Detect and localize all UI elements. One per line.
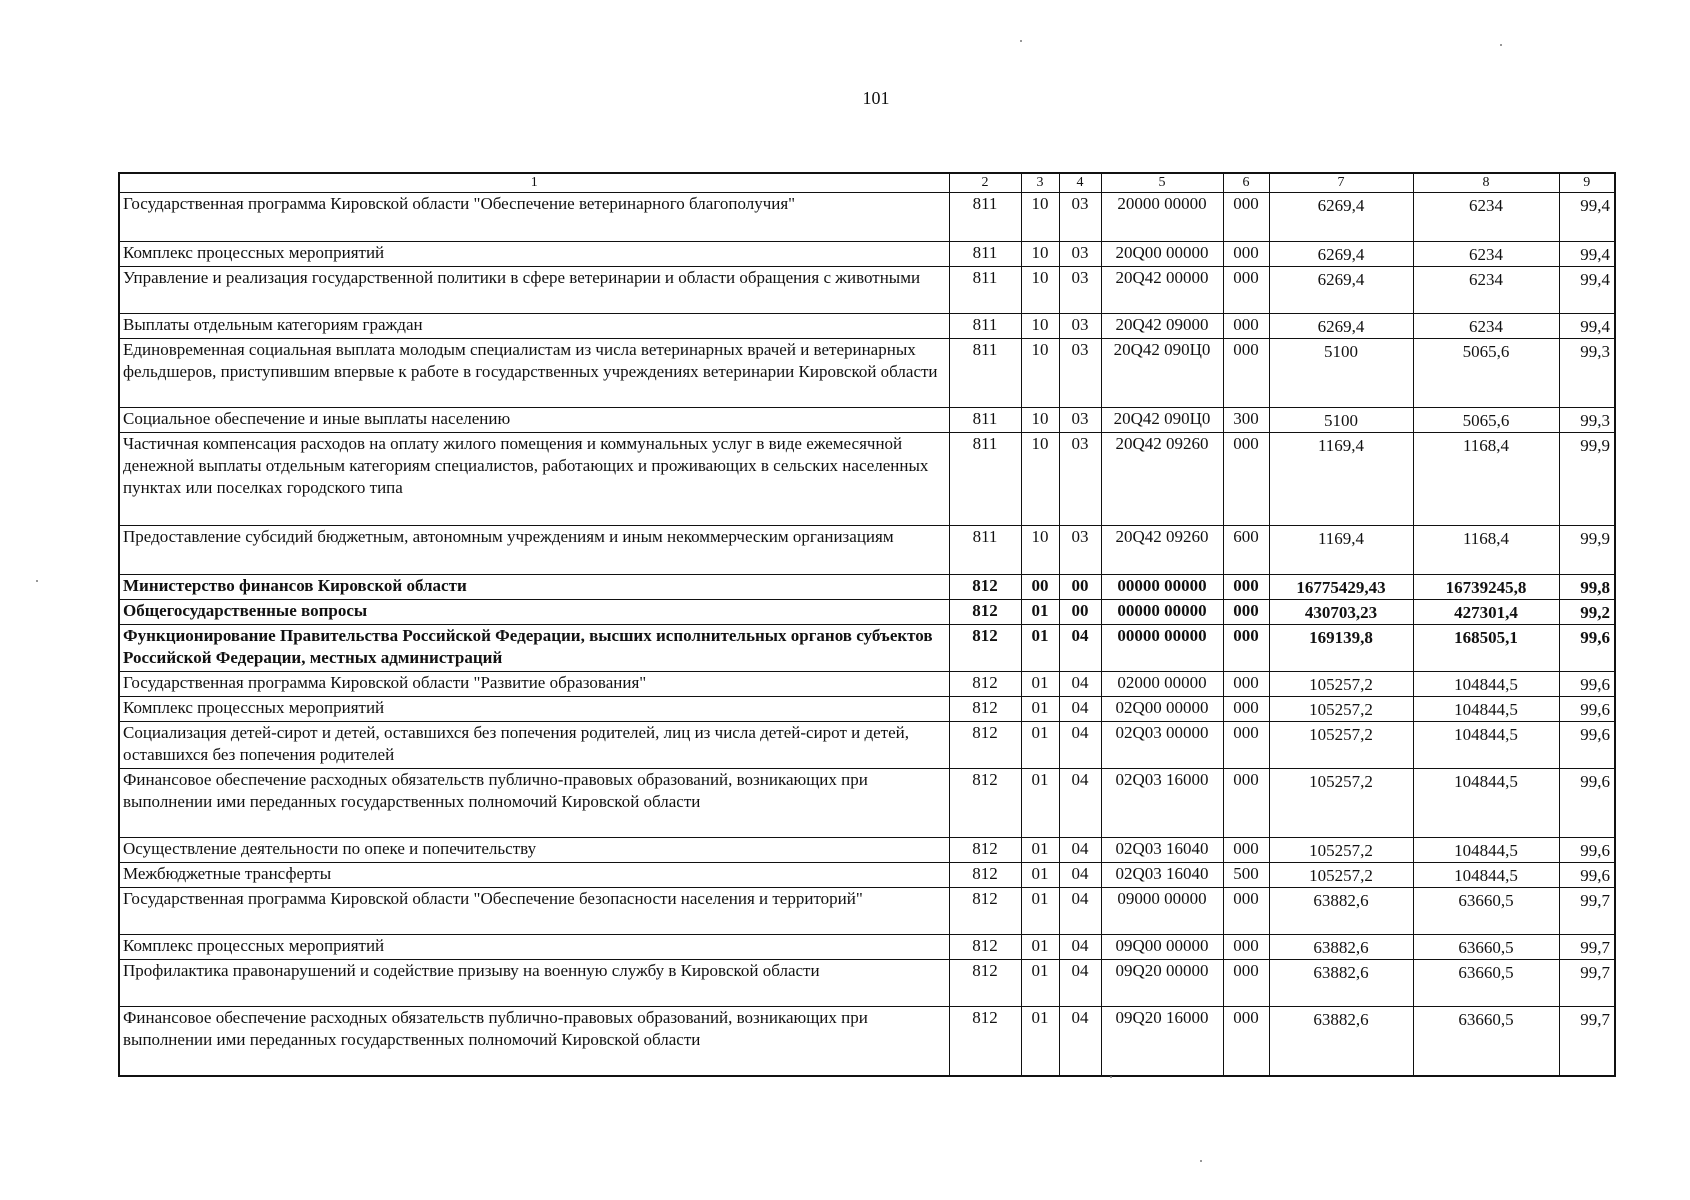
code-ministry-cell: 811 bbox=[949, 433, 1021, 526]
table-row bbox=[119, 838, 1615, 863]
scan-speck bbox=[1500, 44, 1502, 46]
code-expense-type-cell: 000 bbox=[1223, 625, 1269, 672]
header-cell: 3 bbox=[1021, 173, 1059, 193]
code-section-cell: 01 bbox=[1021, 935, 1059, 960]
code-subsection-cell: 03 bbox=[1059, 314, 1101, 339]
code-ministry-cell: 811 bbox=[949, 339, 1021, 408]
row-name-cell: Государственная программа Кировской области "Развитие образования" bbox=[119, 672, 949, 697]
actual-amount-cell: 6234 bbox=[1413, 267, 1559, 314]
code-expense-type-cell: 000 bbox=[1223, 1007, 1269, 1077]
code-ministry-cell: 811 bbox=[949, 526, 1021, 575]
budget-table bbox=[118, 172, 1616, 1077]
row-name-cell: Социализация детей-сирот и детей, оставшихся без попечения родителей, лиц из числа детей-сирот и детей, оставшихся без попечения родителей bbox=[119, 722, 949, 769]
code-section-cell: 00 bbox=[1021, 575, 1059, 600]
code-ministry-cell: 811 bbox=[949, 408, 1021, 433]
planned-amount-cell: 105257,2 bbox=[1269, 722, 1413, 769]
table-row bbox=[119, 672, 1615, 697]
code-section-cell: 10 bbox=[1021, 408, 1059, 433]
code-subsection-cell: 04 bbox=[1059, 935, 1101, 960]
planned-amount-cell: 63882,6 bbox=[1269, 935, 1413, 960]
percent-cell: 99,7 bbox=[1559, 888, 1615, 935]
table-row bbox=[119, 193, 1615, 242]
percent-cell: 99,7 bbox=[1559, 1007, 1615, 1077]
code-subsection-cell: 04 bbox=[1059, 888, 1101, 935]
actual-amount-cell: 1168,4 bbox=[1413, 526, 1559, 575]
actual-amount-cell: 63660,5 bbox=[1413, 935, 1559, 960]
code-ministry-cell: 812 bbox=[949, 1007, 1021, 1077]
percent-cell: 99,7 bbox=[1559, 960, 1615, 1007]
actual-amount-cell: 6234 bbox=[1413, 314, 1559, 339]
table-row bbox=[119, 960, 1615, 1007]
row-name-cell: Комплекс процессных мероприятий bbox=[119, 242, 949, 267]
code-target-cell: 02Q03 00000 bbox=[1101, 722, 1223, 769]
table-row bbox=[119, 433, 1615, 526]
row-name-cell: Профилактика правонарушений и содействие призыву на военную службу в Кировской области bbox=[119, 960, 949, 1007]
actual-amount-cell: 1168,4 bbox=[1413, 433, 1559, 526]
code-subsection-cell: 00 bbox=[1059, 600, 1101, 625]
code-section-cell: 01 bbox=[1021, 838, 1059, 863]
percent-cell: 99,2 bbox=[1559, 600, 1615, 625]
code-expense-type-cell: 000 bbox=[1223, 339, 1269, 408]
row-name-cell: Комплекс процессных мероприятий bbox=[119, 697, 949, 722]
planned-amount-cell: 63882,6 bbox=[1269, 888, 1413, 935]
code-target-cell: 20Q42 090Ц0 bbox=[1101, 339, 1223, 408]
table-row bbox=[119, 863, 1615, 888]
code-subsection-cell: 04 bbox=[1059, 769, 1101, 838]
code-section-cell: 10 bbox=[1021, 433, 1059, 526]
header-cell: 9 bbox=[1559, 173, 1615, 193]
code-subsection-cell: 03 bbox=[1059, 408, 1101, 433]
code-subsection-cell: 03 bbox=[1059, 526, 1101, 575]
code-target-cell: 20Q42 00000 bbox=[1101, 267, 1223, 314]
code-target-cell: 20Q42 09260 bbox=[1101, 526, 1223, 575]
percent-cell: 99,6 bbox=[1559, 863, 1615, 888]
row-name-cell: Функционирование Правительства Российской Федерации, высших исполнительных органов субъектов Российской Федерации, местных администраций bbox=[119, 625, 949, 672]
header-cell: 7 bbox=[1269, 173, 1413, 193]
row-name-cell: Межбюджетные трансферты bbox=[119, 863, 949, 888]
percent-cell: 99,4 bbox=[1559, 242, 1615, 267]
actual-amount-cell: 427301,4 bbox=[1413, 600, 1559, 625]
code-expense-type-cell: 000 bbox=[1223, 193, 1269, 242]
code-subsection-cell: 04 bbox=[1059, 863, 1101, 888]
page-number: 101 bbox=[862, 88, 890, 108]
code-section-cell: 01 bbox=[1021, 625, 1059, 672]
percent-cell: 99,4 bbox=[1559, 314, 1615, 339]
code-expense-type-cell: 000 bbox=[1223, 697, 1269, 722]
code-expense-type-cell: 000 bbox=[1223, 575, 1269, 600]
actual-amount-cell: 104844,5 bbox=[1413, 769, 1559, 838]
percent-cell: 99,4 bbox=[1559, 193, 1615, 242]
code-target-cell: 00000 00000 bbox=[1101, 625, 1223, 672]
table-row bbox=[119, 697, 1615, 722]
code-target-cell: 00000 00000 bbox=[1101, 575, 1223, 600]
percent-cell: 99,6 bbox=[1559, 722, 1615, 769]
code-section-cell: 10 bbox=[1021, 339, 1059, 408]
header-cell: 1 bbox=[119, 173, 949, 193]
table-row bbox=[119, 575, 1615, 600]
table-row bbox=[119, 242, 1615, 267]
planned-amount-cell: 63882,6 bbox=[1269, 960, 1413, 1007]
actual-amount-cell: 104844,5 bbox=[1413, 722, 1559, 769]
percent-cell: 99,6 bbox=[1559, 672, 1615, 697]
actual-amount-cell: 6234 bbox=[1413, 242, 1559, 267]
planned-amount-cell: 16775429,43 bbox=[1269, 575, 1413, 600]
code-ministry-cell: 812 bbox=[949, 600, 1021, 625]
row-name-cell: Выплаты отдельным категориям граждан bbox=[119, 314, 949, 339]
percent-cell: 99,6 bbox=[1559, 838, 1615, 863]
code-ministry-cell: 811 bbox=[949, 314, 1021, 339]
code-section-cell: 01 bbox=[1021, 888, 1059, 935]
code-ministry-cell: 811 bbox=[949, 242, 1021, 267]
planned-amount-cell: 105257,2 bbox=[1269, 697, 1413, 722]
code-subsection-cell: 04 bbox=[1059, 1007, 1101, 1077]
code-subsection-cell: 04 bbox=[1059, 697, 1101, 722]
actual-amount-cell: 63660,5 bbox=[1413, 960, 1559, 1007]
code-subsection-cell: 03 bbox=[1059, 267, 1101, 314]
code-section-cell: 01 bbox=[1021, 1007, 1059, 1077]
header-cell: 8 bbox=[1413, 173, 1559, 193]
code-expense-type-cell: 000 bbox=[1223, 433, 1269, 526]
table-row bbox=[119, 267, 1615, 314]
code-target-cell: 20Q42 09000 bbox=[1101, 314, 1223, 339]
code-ministry-cell: 811 bbox=[949, 193, 1021, 242]
header-cell: 2 bbox=[949, 173, 1021, 193]
code-target-cell: 20Q00 00000 bbox=[1101, 242, 1223, 267]
header-cell: 5 bbox=[1101, 173, 1223, 193]
row-name-cell: Частичная компенсация расходов на оплату жилого помещения и коммунальных услуг в виде ежемесячной денежной выплаты отдельным категориям специалистов, работающих и проживающих в сельских населенных пунктах или поселках городского типа bbox=[119, 433, 949, 526]
code-ministry-cell: 812 bbox=[949, 625, 1021, 672]
percent-cell: 99,9 bbox=[1559, 433, 1615, 526]
planned-amount-cell: 5100 bbox=[1269, 339, 1413, 408]
actual-amount-cell: 104844,5 bbox=[1413, 863, 1559, 888]
code-subsection-cell: 00 bbox=[1059, 575, 1101, 600]
code-target-cell: 20000 00000 bbox=[1101, 193, 1223, 242]
code-ministry-cell: 812 bbox=[949, 575, 1021, 600]
planned-amount-cell: 6269,4 bbox=[1269, 314, 1413, 339]
percent-cell: 99,9 bbox=[1559, 526, 1615, 575]
percent-cell: 99,3 bbox=[1559, 339, 1615, 408]
row-name-cell: Осуществление деятельности по опеке и попечительству bbox=[119, 838, 949, 863]
row-name-cell: Министерство финансов Кировской области bbox=[119, 575, 949, 600]
planned-amount-cell: 169139,8 bbox=[1269, 625, 1413, 672]
code-section-cell: 01 bbox=[1021, 672, 1059, 697]
code-subsection-cell: 03 bbox=[1059, 242, 1101, 267]
table-row bbox=[119, 314, 1615, 339]
code-subsection-cell: 04 bbox=[1059, 960, 1101, 1007]
actual-amount-cell: 63660,5 bbox=[1413, 888, 1559, 935]
table-row bbox=[119, 339, 1615, 408]
code-ministry-cell: 812 bbox=[949, 697, 1021, 722]
code-section-cell: 01 bbox=[1021, 769, 1059, 838]
planned-amount-cell: 1169,4 bbox=[1269, 433, 1413, 526]
code-expense-type-cell: 000 bbox=[1223, 600, 1269, 625]
header-cell: 4 bbox=[1059, 173, 1101, 193]
actual-amount-cell: 16739245,8 bbox=[1413, 575, 1559, 600]
code-expense-type-cell: 000 bbox=[1223, 769, 1269, 838]
header-cell: 6 bbox=[1223, 173, 1269, 193]
table-header-row bbox=[119, 173, 1615, 193]
code-expense-type-cell: 000 bbox=[1223, 672, 1269, 697]
planned-amount-cell: 5100 bbox=[1269, 408, 1413, 433]
budget-table-container bbox=[118, 172, 1614, 1077]
actual-amount-cell: 104844,5 bbox=[1413, 672, 1559, 697]
code-expense-type-cell: 600 bbox=[1223, 526, 1269, 575]
row-name-cell: Предоставление субсидий бюджетным, автономным учреждениям и иным некоммерческим организациям bbox=[119, 526, 949, 575]
actual-amount-cell: 168505,1 bbox=[1413, 625, 1559, 672]
actual-amount-cell: 104844,5 bbox=[1413, 697, 1559, 722]
row-name-cell: Государственная программа Кировской области "Обеспечение безопасности населения и территорий" bbox=[119, 888, 949, 935]
row-name-cell: Управление и реализация государственной политики в сфере ветеринарии и области обращения с животными bbox=[119, 267, 949, 314]
code-target-cell: 02Q03 16000 bbox=[1101, 769, 1223, 838]
code-expense-type-cell: 300 bbox=[1223, 408, 1269, 433]
planned-amount-cell: 105257,2 bbox=[1269, 838, 1413, 863]
code-ministry-cell: 812 bbox=[949, 769, 1021, 838]
code-subsection-cell: 03 bbox=[1059, 193, 1101, 242]
scan-speck bbox=[1200, 1160, 1202, 1162]
planned-amount-cell: 6269,4 bbox=[1269, 193, 1413, 242]
planned-amount-cell: 105257,2 bbox=[1269, 672, 1413, 697]
actual-amount-cell: 5065,6 bbox=[1413, 408, 1559, 433]
percent-cell: 99,8 bbox=[1559, 575, 1615, 600]
code-ministry-cell: 812 bbox=[949, 888, 1021, 935]
code-expense-type-cell: 500 bbox=[1223, 863, 1269, 888]
row-name-cell: Финансовое обеспечение расходных обязательств публично-правовых образований, возникающих при выполнении ими переданных государственных полномочий Кировской области bbox=[119, 1007, 949, 1077]
percent-cell: 99,6 bbox=[1559, 625, 1615, 672]
code-section-cell: 01 bbox=[1021, 863, 1059, 888]
table-row bbox=[119, 722, 1615, 769]
actual-amount-cell: 104844,5 bbox=[1413, 838, 1559, 863]
row-name-cell: Социальное обеспечение и иные выплаты населению bbox=[119, 408, 949, 433]
code-ministry-cell: 812 bbox=[949, 960, 1021, 1007]
code-section-cell: 10 bbox=[1021, 526, 1059, 575]
code-expense-type-cell: 000 bbox=[1223, 888, 1269, 935]
code-target-cell: 09000 00000 bbox=[1101, 888, 1223, 935]
scan-speck bbox=[1110, 1076, 1112, 1078]
code-expense-type-cell: 000 bbox=[1223, 242, 1269, 267]
code-subsection-cell: 03 bbox=[1059, 339, 1101, 408]
percent-cell: 99,3 bbox=[1559, 408, 1615, 433]
code-target-cell: 02Q00 00000 bbox=[1101, 697, 1223, 722]
actual-amount-cell: 5065,6 bbox=[1413, 339, 1559, 408]
table-row bbox=[119, 888, 1615, 935]
code-ministry-cell: 811 bbox=[949, 267, 1021, 314]
code-ministry-cell: 812 bbox=[949, 672, 1021, 697]
row-name-cell: Государственная программа Кировской области "Обеспечение ветеринарного благополучия" bbox=[119, 193, 949, 242]
percent-cell: 99,4 bbox=[1559, 267, 1615, 314]
code-target-cell: 20Q42 09260 bbox=[1101, 433, 1223, 526]
code-ministry-cell: 812 bbox=[949, 935, 1021, 960]
actual-amount-cell: 63660,5 bbox=[1413, 1007, 1559, 1077]
code-expense-type-cell: 000 bbox=[1223, 960, 1269, 1007]
code-target-cell: 02Q03 16040 bbox=[1101, 838, 1223, 863]
code-ministry-cell: 812 bbox=[949, 863, 1021, 888]
scan-speck bbox=[1020, 40, 1022, 42]
row-name-cell: Комплекс процессных мероприятий bbox=[119, 935, 949, 960]
table-row bbox=[119, 600, 1615, 625]
code-target-cell: 09Q20 00000 bbox=[1101, 960, 1223, 1007]
code-target-cell: 02Q03 16040 bbox=[1101, 863, 1223, 888]
row-name-cell: Финансовое обеспечение расходных обязательств публично-правовых образований, возникающих при выполнении ими переданных государственных полномочий Кировской области bbox=[119, 769, 949, 838]
code-section-cell: 10 bbox=[1021, 242, 1059, 267]
code-section-cell: 10 bbox=[1021, 314, 1059, 339]
code-target-cell: 20Q42 090Ц0 bbox=[1101, 408, 1223, 433]
planned-amount-cell: 105257,2 bbox=[1269, 769, 1413, 838]
planned-amount-cell: 105257,2 bbox=[1269, 863, 1413, 888]
code-expense-type-cell: 000 bbox=[1223, 267, 1269, 314]
code-target-cell: 02000 00000 bbox=[1101, 672, 1223, 697]
code-section-cell: 01 bbox=[1021, 697, 1059, 722]
table-row bbox=[119, 935, 1615, 960]
table-row bbox=[119, 769, 1615, 838]
code-subsection-cell: 04 bbox=[1059, 722, 1101, 769]
code-subsection-cell: 04 bbox=[1059, 625, 1101, 672]
code-expense-type-cell: 000 bbox=[1223, 838, 1269, 863]
table-row bbox=[119, 526, 1615, 575]
code-subsection-cell: 04 bbox=[1059, 838, 1101, 863]
code-section-cell: 01 bbox=[1021, 960, 1059, 1007]
percent-cell: 99,6 bbox=[1559, 697, 1615, 722]
scan-speck bbox=[36, 580, 38, 582]
planned-amount-cell: 1169,4 bbox=[1269, 526, 1413, 575]
code-subsection-cell: 03 bbox=[1059, 433, 1101, 526]
code-expense-type-cell: 000 bbox=[1223, 722, 1269, 769]
planned-amount-cell: 6269,4 bbox=[1269, 242, 1413, 267]
code-section-cell: 10 bbox=[1021, 193, 1059, 242]
code-expense-type-cell: 000 bbox=[1223, 935, 1269, 960]
row-name-cell: Единовременная социальная выплата молодым специалистам из числа ветеринарных врачей и ветеринарных фельдшеров, приступившим впервые к работе в государственных учреждениях ветеринарии Кировской области bbox=[119, 339, 949, 408]
planned-amount-cell: 63882,6 bbox=[1269, 1007, 1413, 1077]
row-name-cell: Общегосударственные вопросы bbox=[119, 600, 949, 625]
code-ministry-cell: 812 bbox=[949, 838, 1021, 863]
planned-amount-cell: 6269,4 bbox=[1269, 267, 1413, 314]
code-expense-type-cell: 000 bbox=[1223, 314, 1269, 339]
code-section-cell: 10 bbox=[1021, 267, 1059, 314]
code-section-cell: 01 bbox=[1021, 722, 1059, 769]
percent-cell: 99,6 bbox=[1559, 769, 1615, 838]
actual-amount-cell: 6234 bbox=[1413, 193, 1559, 242]
code-subsection-cell: 04 bbox=[1059, 672, 1101, 697]
code-ministry-cell: 812 bbox=[949, 722, 1021, 769]
code-target-cell: 09Q00 00000 bbox=[1101, 935, 1223, 960]
planned-amount-cell: 430703,23 bbox=[1269, 600, 1413, 625]
code-target-cell: 00000 00000 bbox=[1101, 600, 1223, 625]
code-section-cell: 01 bbox=[1021, 600, 1059, 625]
table-row bbox=[119, 408, 1615, 433]
code-target-cell: 09Q20 16000 bbox=[1101, 1007, 1223, 1077]
table-row bbox=[119, 1007, 1615, 1077]
table-row bbox=[119, 625, 1615, 672]
percent-cell: 99,7 bbox=[1559, 935, 1615, 960]
